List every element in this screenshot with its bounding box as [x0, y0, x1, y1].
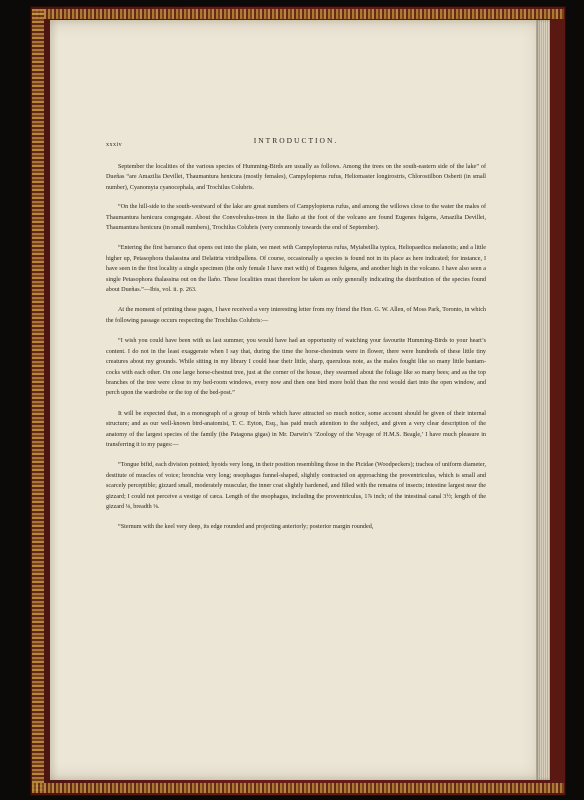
running-head — [106, 130, 486, 150]
paragraph-5: “I wish you could have been with us last summer, you would have had an opportunity of watching your favourite Humming-Birds to your heart’s content. I do not in the least exaggerate when I say that, during the time the horse-chestnuts were in flower, there were hundreds of these little tiny creatures about my grounds. While sitting in my library I could hear their little, sharp, querulous note, as the males fought like so many little bantam-cocks with each other. On one large horse-chestnut tree, just at the corner of the house, they swarmed about the foliage like so many bees; and as the top branches of the tree were close to my bed-room windows, every now and then one bird more bold than the rest would dart into the open window, and perch upon the wardrobe or the top of the bed-post.” — [106, 338, 486, 397]
paragraph-8: “Sternum with the keel very deep, its edge rounded and projecting anteriorly; posterior margin rounded, — [118, 524, 374, 531]
gilt-border-top — [32, 9, 564, 19]
paragraph-4: At the moment of printing these pages, I have received a very interesting letter from my friend the Hon. G. W. Allen, of Moss Park, Toronto, in which the following passage occurs respecting the Trochilus Colubris:— — [106, 307, 486, 324]
page-number: xxxiv — [106, 142, 123, 148]
page-title: INTRODUCTION. — [253, 136, 339, 145]
book-page — [50, 20, 550, 780]
page-text-block — [106, 130, 486, 543]
paragraph-3: “Entering the first barranco that opens out into the plain, we meet with Campylopterus rufus, Myiabeillia typica, Heliopaedica melanotis; and a little higher up, Petasophora thalassina and Delattria viridipallens. Of course, occasionally a species is found not in its place as here indicated; for instance, I have seen in the first locality a single specimen (the only female I have met with) of Eugenes fulgens, and another high in the volcano. I have also seen a single Petasophora thalassina out on the llaño. These localities must therefore be taken as only generally indicating the distribution of the species found about Dueñas.”—Ibis, vol. ii. p. 263. — [106, 245, 486, 294]
gilt-border-bottom — [32, 783, 564, 793]
paragraph-6: It will be expected that, in a monograph of a group of birds which have attracted so much notice, some account should be given of their internal structure; and as our well-known bird-anatomist, T. C. Eyton, Esq., has paid much attention to the subject, and given a very clear description of the anatomy of the largest species of the family (the Patagona gigas) in Mr. Darwin’s ‘Zoology of the Voyage of H.M.S. Beagle,’ I have much pleasure in transferring it to my pages:— — [106, 410, 486, 448]
paragraph-7: “Tongue bifid, each division pointed; hyoids very long, in their position resembling those in the Picidae (Woodpeckers); trachea of uniform diameter, destitute of muscles of voice; bronchia very long; œsophagus funnel-shaped, slightly contracted on approaching the proventriculus, which is small and scarcely perceptible; gizzard small, moderately muscular, the inner coat slightly hardened, and filled with the remains of insects; intestine largest near the gizzard; I could not perceive a vestige of cæca. Length of the œsophagus, including the proventriculus, 1⅞ inch; of the intestinal canal 3½; length of the gizzard ⅛, breadth ⅛. — [106, 462, 486, 510]
paragraph-1: September the localities of the various species of Humming-Birds are usually as follows. Among the trees on the south-eastern side of the lake” of Dueñas “are Amazilia Devillei, Thaumantura henicura (mostly females), Campylopterus rufus, Heliomaster longirostris, Chlorostilbon Osberti (in small number), Cyanomyia cyanocephala, and Trochilus Colubris. — [106, 164, 486, 191]
gilt-border-left — [32, 9, 44, 793]
paragraph-2: “On the hill-side to the south-westward of the lake are great numbers of Campylopterus rufus, and among the willows close to the water the males of Thaumantura henicura congregate. About the Convolvulus-trees in the llaño at the foot of the volcano are found Eugenes fulgens, Amazilia Devillei, Thaumantura henicura (in small numbers), Trochilus Colubris (very commonly towards the end of September). — [106, 204, 486, 232]
page-fore-edge — [536, 20, 550, 780]
